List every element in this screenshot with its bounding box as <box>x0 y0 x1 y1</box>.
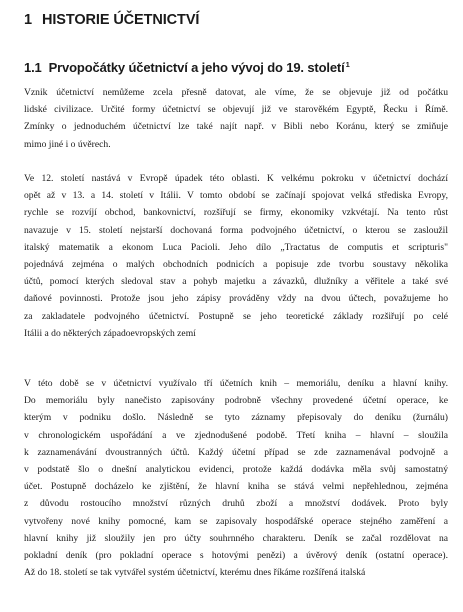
text-line: z důvodu rostoucího množství různých druhů zboží a množství dodávek. Proto byly <box>24 498 448 510</box>
text-line: Vznik účetnictví nemůžeme zcela přesně datovat, ale víme, že se objevuje již od počátku <box>24 87 448 98</box>
paragraph-origins <box>24 84 448 153</box>
text-line: V této době se v účetnictví využívalo tří účetních knih – memoriálu, deníku a hlavní knihy. <box>24 378 448 389</box>
text-line: vytvořeny nové knihy pomocné, kam se zapisovaly hospodářské operace stejného zaměření a <box>24 515 448 527</box>
chapter-title: HISTORIE ÚČETNICTVÍ <box>41 12 200 28</box>
text-line: k zaznamenávání dvoustranných účtů. Každý účetní případ se zde zaznamenával podvojně a <box>24 446 448 458</box>
text-line: opět až v 13. a 14. století v Itálii. V tomto období se začínají spojovat velká střediska Evropy, <box>24 190 448 202</box>
text-line: za zakladatele podvojného účetnictví. Postupně se jeho teoretické základy rozšiřují po celé <box>24 310 448 322</box>
text-line: daňové povinnosti. Protože jsou jeho zápisy prováděny vždy na dvou účtech, považujeme ho <box>24 293 448 305</box>
chapter-heading <box>24 12 199 28</box>
text-line: pokladní deník (pro pokladní operace s hotovými penězi) a úvěrový deník (ostatní operace). <box>24 549 448 561</box>
text-line: Zmínky o jednoduchém účetnictví lze také najít např. v Bibli nebo Koránu, který se zmiňuje <box>24 121 448 133</box>
text-line: kterým v podniku došlo. Následně se tyto záznamy přepisovaly do deníku (žurnálu) <box>24 412 448 424</box>
text-line: lidské civilizace. Určité formy účetnictví se objevují již ve starověkém Egyptě, Řecku i Římě. <box>24 104 448 116</box>
text-line: navazuje v 15. století nejstarší dochovaná forma podvojného účetnictví, o kterou se zasloužil <box>24 224 448 236</box>
text-line: rychle se rozvíjí obchod, bankovnictví, rozšiřují se firmy, ekonomiky vzkvétají. Na tento růst <box>24 207 448 219</box>
text-line: v chronologickém uspořádání a ve zjednodušené podobě. Třetí kniha – hlavní – sloužila <box>24 429 448 441</box>
text-line: účtů, pomocí kterých sledoval stav a pohyb majetku a závazků, dlužníky a věřitele a také své <box>24 276 448 288</box>
text-line: Do memoriálu byly nanečisto zapisovány podrobně všechny provedené účetní operace, ke <box>24 395 448 407</box>
paragraph-middle-ages <box>24 170 448 342</box>
text-line: italský matematik a ekonom Luca Pacioli. Jeho dílo „Tractatus de computis et scripturis" <box>24 241 448 253</box>
text-line: Až do 18. století se tak vytvářel systém účetnictví, kterému dnes říkáme rozšířená italská <box>24 567 366 579</box>
text-line: hlavní knihy již sloužily jen pro účty souhrnného charakteru. Deník se začal rozdělovat na <box>24 532 448 544</box>
section-number: 1.1 <box>24 60 42 75</box>
text-line: v podstatě šlo o dnešní analytickou evidenci, protože každá dodávka měla svůj samostatný <box>24 463 448 475</box>
text-line: pojednává zejména o malých obchodních podnicích a popisuje zde tvorbu soustavy několika <box>24 258 448 270</box>
footnote-reference[interactable]: 1 <box>345 60 350 69</box>
text-line: mimo jiné i o úvěrech. <box>24 138 111 150</box>
text-line: Itálii a do některých západoevropských zemí <box>24 327 196 339</box>
paragraph-account-books <box>24 375 448 581</box>
section-heading <box>24 60 350 75</box>
section-title: Prvopočátky účetnictví a jeho vývoj do 19. století <box>48 60 345 75</box>
chapter-number: 1 <box>24 12 32 28</box>
text-line: účet. Postupně docházelo ke zjištění, že hlavní kniha se stává velmi nepřehlednou, zejména <box>24 481 448 493</box>
text-line: Ve 12. století nastává v Evropě úpadek této oblasti. K velkému pokroku v účetnictví dochází <box>24 173 448 184</box>
